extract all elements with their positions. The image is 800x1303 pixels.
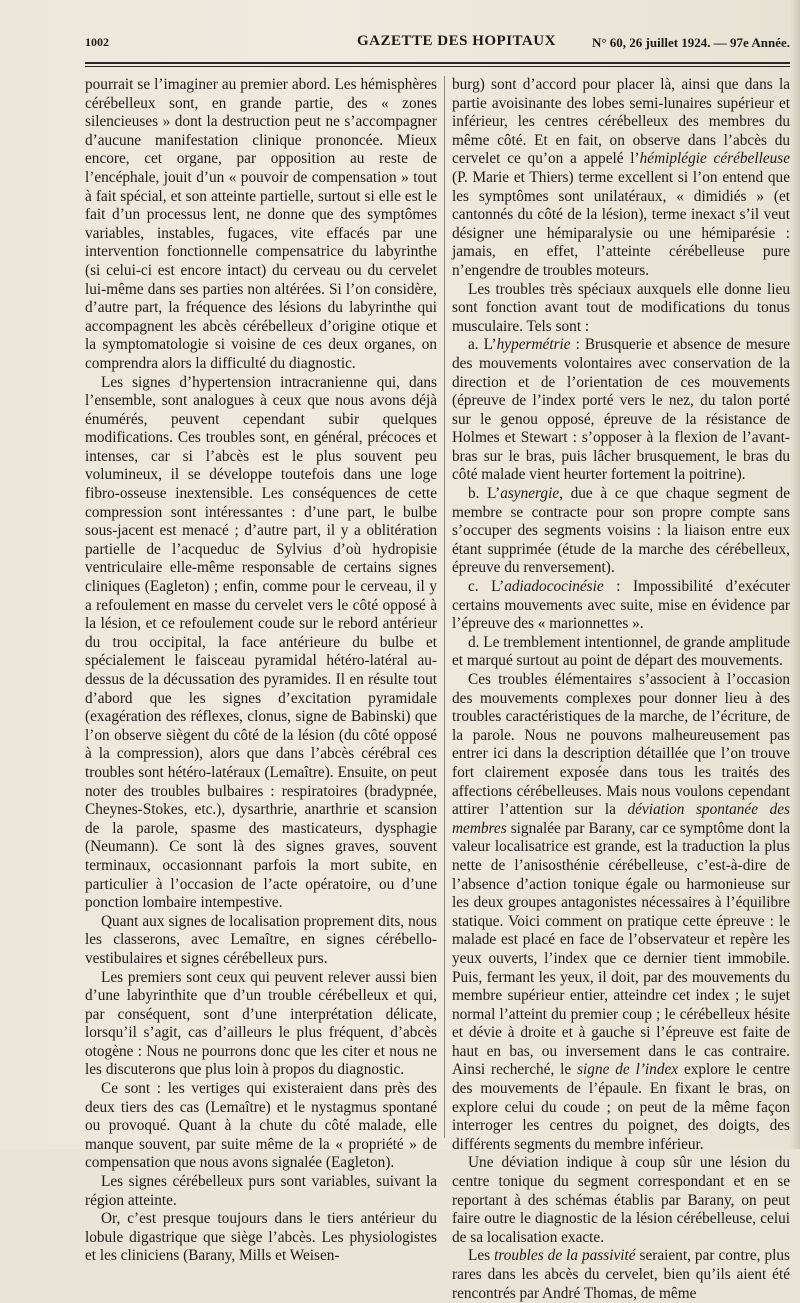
paragraph-text: d. Le tremblement intentionnel, de grande amplitude et marqué surtout au point de départ des mouvements. [452, 633, 790, 670]
italic-term: adiadococinésie [504, 578, 604, 596]
paragraph-text: : Brusquerie et absence de mesure des mouvements volontaires avec conservation de la direction et de l’orientation de ces mouvements (épreuve de l’index porté vers le nez, du talon porté sur le genou opposé, épreuve de la résistance de Holmes et Stewart : s’opposer à la flexion de l’avant-bras sur le bras, puis lâcher brusquement, le bras du côté malade vient heurter fortement la poitrine). [452, 336, 790, 484]
paragraph-text: Quant aux signes de localisation proprement dits, nous les classerons, avec Lemaître, en signes cérébello-vestibulaires et signes cérébelleux purs. [85, 912, 437, 967]
paragraph-text: pourrait se l’imaginer au premier abord. Les hémisphères cérébelleux sont, en grande partie, des « zones silencieuses » dont la destruction peut ne s’accompagner d’aucune manifestation clinique prononcée. Mieux encore, cet organe, par opposition au reste de l’encéphale, jouit d’un « pouvoir de compensation » tout à fait spécial, et son atteinte partielle, surtout si elle est le fait d’un processus lent, ne donne que des symptômes variables, instables, fugaces, vite effacés par une intervention fonctionnelle compensatrice du labyrinthe (si celui-ci est encore intact) du cerveau ou du cervelet lui-même dans ses parties non altérées. Si l’on considère, d’autre part, la fréquence des lésions du labyrinthe qui accompagnent les abcès cérébelleux d’origine otique et la symptomatologie si voisine de ces deux organes, on comprendra alors la difficulté du diagnostic. [85, 76, 437, 372]
page-edge-shadow [790, 0, 800, 1149]
italic-term: hypermétrie [496, 336, 571, 354]
paragraph-text: : Impossibilité d’exécuter certains mouvements avec suite, mise en évidence par l’épreuve des « marionnettes ». [452, 578, 790, 633]
paragraph [85, 76, 437, 374]
paragraph [452, 671, 790, 1154]
paragraph-text: b. L’ [468, 485, 501, 503]
header-rule-thin [85, 66, 790, 67]
italic-term: déviation spontanée des membres [452, 801, 790, 837]
paragraph [85, 1210, 437, 1266]
left-column [85, 76, 437, 1265]
column-divider [444, 76, 445, 1138]
paragraph [85, 1080, 437, 1173]
paragraph-text: explore le centre des mouvements de l’épaule. En fixant le bras, on explore celui du coude ; on peut de la même façon interroger les centres du poignet, des doigts, des différents segments du membre inférieur. [452, 1061, 790, 1153]
paragraph-text: Les troubles très spéciaux auxquels elle donne lieu sont fonction avant tout de modifications du tonus musculaire. Tels sont : [452, 280, 790, 335]
paragraph [85, 913, 437, 969]
paragraph-text: Ces troubles élémentaires s’associent à l’occasion des mouvements complexes pour donner lieu à des troubles caractéristiques de la marche, de l’écriture, de la parole. Nous ne pouvons malheureusement pas entrer ici dans la description détaillée que l’on trouve fort clairement exposée dans tous les traités des affections cérébelleuses. Mais nous voulons cependant attirer l’attention sur la [452, 671, 790, 819]
paragraph [452, 336, 790, 485]
paragraph [452, 1154, 790, 1247]
issue-line: N° 60, 26 juillet 1924. — 97e Année. [591, 35, 790, 50]
paragraph [85, 969, 437, 1081]
paragraph [452, 281, 790, 337]
paragraph-text: Les [468, 1247, 495, 1265]
paragraph-text: seraient, par contre, plus rares dans les abcès du cervelet, bien qu’ils aient été rencontrés par André Thomas, de même [452, 1247, 790, 1302]
paragraph-text: Or, c’est presque toujours dans le tiers antérieur du lobule digastrique que siège l’abcès. Les physiologistes et les cliniciens (Barany, Mills et Weisen- [85, 1210, 437, 1265]
paragraph [452, 1247, 790, 1303]
paragraph-text: Ce sont : les vertiges qui existeraient dans près des deux tiers des cas (Lemaître) et le nystagmus spontané ou provoqué. Quant à la chute du côté malade, elle manque souvent, par suite même de la « propriété » de compensation que nous avons signalée (Eagleton). [85, 1080, 437, 1172]
paragraph [85, 1173, 437, 1210]
paragraph-text: signalée par Barany, car ce symptôme dont la valeur localisatrice est grande, est la traduction la plus nette de l’anisosthénie cérébelleuse, c’est-à-dire de l’absence d’action tonique égale ou harmonieuse sur les deux groupes antagonistes nécessaires à l’équilibre statique. Voici comment on pratique cette épreuve : le malade est placé en face de l’observateur et repère les yeux ouverts, l’index que ce dernier tient immobile. Puis, fermant les yeux, il doit, par des mouvements du membre supérieur entier, atteindre cet index ; le sujet normal l’atteint du premier coup ; le cérébelleux hésite et dévie à droite et à gauche si l’épreuve est faite de haut en bas, ou inversement dans le cas contraire. Ainsi recherché, le [452, 819, 790, 1079]
italic-term: hémiplégie cérébelleuse [639, 150, 790, 168]
paragraph-text: Les signes cérébelleux purs sont variables, suivant la région atteinte. [85, 1173, 437, 1209]
italic-term: asynergie [500, 485, 560, 503]
page-header [85, 30, 790, 56]
paragraph-text: , due à ce que chaque segment de membre se contracte pour son propre compte sans s’occuper des segments voisins : la liaison entre eux étant supprimée (étude de la marche des cérébelleux, épreuve du renversement). [452, 485, 790, 577]
header-rule-thick [85, 62, 790, 64]
paragraph-text: a. L’ [468, 336, 497, 354]
paragraph-text: burg) sont d’accord pour placer là, ainsi que dans la partie avoisinante des lobes semi-lunaires supérieur et inférieur, les centres cérébelleux des membres du même côté. Et en fait, on observe dans l’abcès du cervelet ce qu’on a appelé l’ [452, 76, 790, 168]
paragraph [452, 76, 790, 281]
page-number: 1002 [85, 35, 109, 49]
paragraph-text: Les premiers sont ceux qui peuvent relever aussi bien d’une labyrinthite que d’un trouble cérébelleux et qui, par conséquent, sont d’une interprétation délicate, lorsqu’il s’agit, cas d’ailleurs le plus fréquent, d’abcès otogène : Nous ne pourrons donc que les citer et nous ne les discuterons que plus loin à propos du diagnostic. [85, 968, 437, 1079]
paragraph-text: c. L’ [468, 578, 505, 596]
right-column [452, 76, 790, 1302]
paragraph-text: Les signes d’hypertension intracranienne qui, dans l’ensemble, sont analogues à ceux que nous avons déjà énumérés, peuvent cependant subir quelques modifications. Ces troubles sont, en général, précoces et intenses, car si l’abcès est le plus souvent peu volumineux, il se développe toutefois dans une loge fibro-osseuse inextensible. Les conséquences de cette compression sont intéressantes : d’une part, le bulbe sous-jacent est menacé ; d’autre part, il y a oblitération partielle de l’acqueduc de Sylvius d’où hydropisie ventriculaire elle-même responsable de certains signes cliniques (Eagleton) ; enfin, comme pour le cerveau, il y a refoulement en masse du cervelet vers le côté opposé à la lésion, et ce refoulement coude sur le rebord antérieur du trou occipital, la face antérieure du bulbe et spécialement le faisceau pyramidal hétéro-latéral au-dessus de la décussation des pyramides. Il en résulte tout d’abord que les signes d’excitation pyramidale (exagération des réflexes, clonus, signe de Babinski) que l’on observe siègent du côté de la lésion (du côté opposé à la compression), alors que dans l’abcès cérébral ces troubles sont hétéro-latéraux (Lemaître). Ensuite, on peut noter des troubles bulbaires : respiratoires (bradypnée, Cheynes-Stokes, etc.), dysarthrie, anarthrie et scansion de la parole, spasme des masticateurs, dysphagie (Neumann). Ce sont là des signes graves, souvent terminaux, occasionnant parfois la mort subite, en particulier à l’occasion de l’acte opératoire, ou d’une ponction lombaire intempestive. [85, 373, 437, 912]
italic-term: signe de l’index [577, 1061, 679, 1079]
paragraph-text: (P. Marie et Thiers) terme excellent si l’on entend que les symptômes sont unilatéraux, « dimidiés » (et cantonnés du côté de la lésion), terme inexact s’il veut désigner une hémiparalysie ou une hémiparésie : jamais, en effet, l’atteinte cérébelleuse pure n’engendre de troubles moteurs. [452, 168, 790, 279]
paragraph [452, 485, 790, 578]
paragraph [452, 634, 790, 671]
journal-title: GAZETTE DES HOPITAUX [357, 33, 556, 49]
paragraph [85, 374, 437, 913]
italic-term: troubles de la passivité [494, 1247, 636, 1265]
paragraph [452, 578, 790, 634]
paragraph-text: Une déviation indique à coup sûr une lésion du centre tonique du segment correspondant et en se reportant à des schémas établis par Barany, on peut faire outre le diagnostic de la lésion cérébelleuse, celui de sa localisation exacte. [452, 1154, 790, 1246]
